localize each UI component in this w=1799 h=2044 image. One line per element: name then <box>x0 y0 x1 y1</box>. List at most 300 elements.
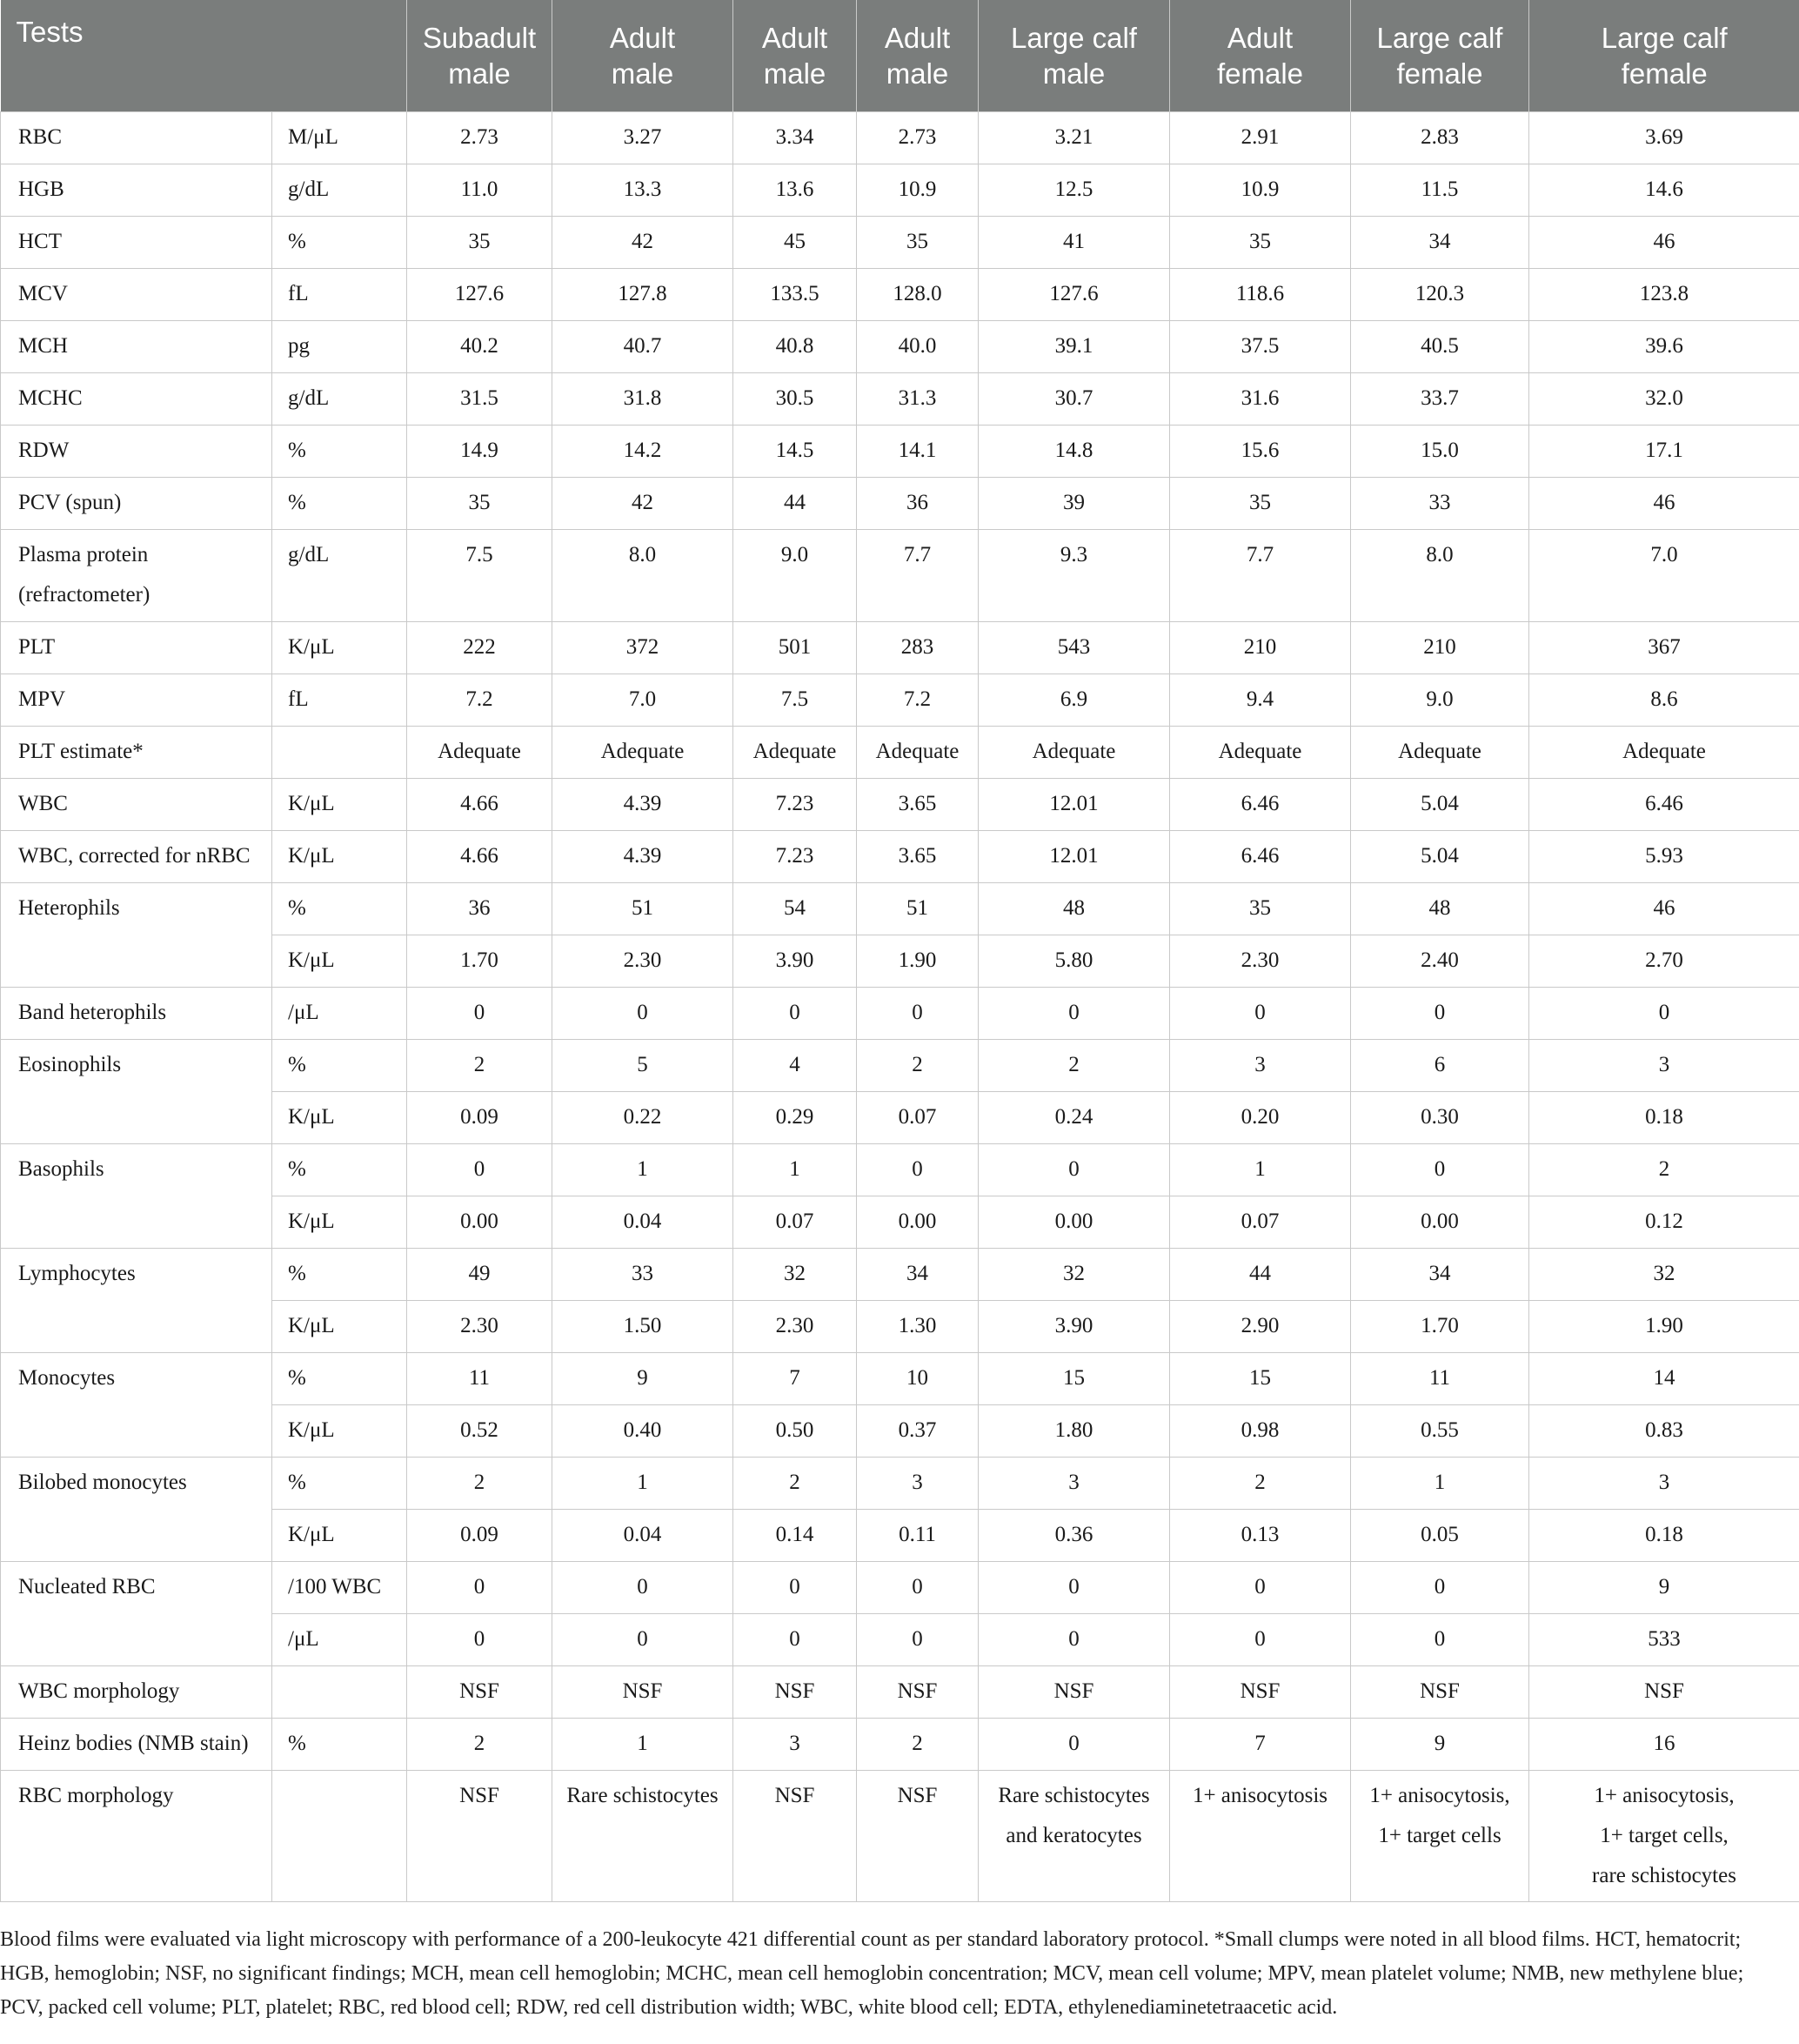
value-cell: 33.7 <box>1351 373 1529 426</box>
value-cell: 222 <box>407 622 552 674</box>
value-cell: 40.7 <box>552 321 733 373</box>
value-cell: 0 <box>552 1614 733 1666</box>
value-cell: 0.98 <box>1170 1405 1351 1458</box>
value-cell: 33 <box>552 1249 733 1301</box>
value-cell: 0 <box>857 1144 979 1196</box>
table-row <box>1 1353 1799 1405</box>
value-cell: 0.09 <box>407 1092 552 1144</box>
value-cell: 15.0 <box>1351 426 1529 478</box>
table-row <box>1 1040 1799 1092</box>
value-cell: 1.90 <box>857 935 979 988</box>
test-name-cell: PCV (spun) <box>1 478 272 530</box>
value-cell: 39.6 <box>1529 321 1799 373</box>
value-cell: 9.3 <box>979 530 1170 622</box>
value-cell: 3.90 <box>733 935 857 988</box>
value-cell: 36 <box>857 478 979 530</box>
value-cell <box>552 1771 733 1902</box>
value-cell: 9 <box>552 1353 733 1405</box>
value-cell: 0.13 <box>1170 1510 1351 1562</box>
value-cell: 5.93 <box>1529 831 1799 883</box>
value-cell: 10.9 <box>857 164 979 217</box>
value-cell: 1.30 <box>857 1301 979 1353</box>
value-cell <box>1170 1771 1351 1902</box>
table-row <box>1 1666 1799 1719</box>
value-cell: 1 <box>733 1144 857 1196</box>
value-cell: 0 <box>407 1144 552 1196</box>
value-cell: 11 <box>407 1353 552 1405</box>
value-cell: Adequate <box>1351 727 1529 779</box>
value-cell: 2 <box>407 1719 552 1771</box>
table-row <box>1 779 1799 831</box>
value-cell: 40.2 <box>407 321 552 373</box>
value-cell: 501 <box>733 622 857 674</box>
value-cell: 0.55 <box>1351 1405 1529 1458</box>
unit-cell: K/μL <box>272 1196 407 1249</box>
value-cell: 41 <box>979 217 1170 269</box>
unit-cell: g/dL <box>272 373 407 426</box>
header-line: female <box>1621 57 1708 90</box>
value-cell: Adequate <box>979 727 1170 779</box>
value-cell: 7.7 <box>1170 530 1351 622</box>
test-name-cell: RDW <box>1 426 272 478</box>
value-cell <box>1529 1771 1799 1902</box>
value-cell: 0.07 <box>857 1092 979 1144</box>
value-cell: 3.65 <box>857 779 979 831</box>
value-line: 1+ target cells, <box>1600 1824 1729 1847</box>
value-cell: 3.27 <box>552 112 733 164</box>
value-cell: NSF <box>552 1666 733 1719</box>
unit-cell: % <box>272 1040 407 1092</box>
header-line: male <box>763 57 826 90</box>
value-cell: 0 <box>979 1144 1170 1196</box>
value-cell: 33 <box>1351 478 1529 530</box>
header-tests: Tests <box>1 0 407 112</box>
value-cell: 32 <box>979 1249 1170 1301</box>
header-line: Large calf <box>1376 22 1503 54</box>
header-line: male <box>1042 57 1106 90</box>
value-cell: 367 <box>1529 622 1799 674</box>
table-row <box>1 164 1799 217</box>
value-cell: 0.07 <box>733 1196 857 1249</box>
value-cell: 2.73 <box>857 112 979 164</box>
unit-cell: % <box>272 217 407 269</box>
test-name-cell: HGB <box>1 164 272 217</box>
value-cell: 7.5 <box>407 530 552 622</box>
value-cell: 9 <box>1529 1562 1799 1614</box>
value-cell: 14.6 <box>1529 164 1799 217</box>
value-cell: 31.8 <box>552 373 733 426</box>
unit-cell <box>272 1666 407 1719</box>
value-cell: Adequate <box>552 727 733 779</box>
test-name-cell: MPV <box>1 674 272 727</box>
header-line: Adult <box>884 22 951 54</box>
table-footnote: Blood films were evaluated via light microscopy with performance of a 200-leukocyte 421 differential count as per standard laboratory protocol. *Small clumps were noted in all blood films. HCT, hematocrit; HGB, hemoglobin; NSF, no significant findings; MCH, mean cell hemoglobin; MCHC, mean cell hemoglobin concentration; MCV, mean cell volume; MPV, mean platelet volume; NMB, new methylene blue; PCV, packed cell volume; PLT, platelet; RBC, red blood cell; RDW, red cell distribution width; WBC, white blood cell; EDTA, ethylenediaminetetraacetic acid. <box>0 1928 1744 2019</box>
value-cell: 46 <box>1529 217 1799 269</box>
value-cell: 7.0 <box>552 674 733 727</box>
test-name-cell: MCHC <box>1 373 272 426</box>
unit-cell: K/μL <box>272 935 407 988</box>
value-cell: 40.8 <box>733 321 857 373</box>
value-cell: 5.04 <box>1351 831 1529 883</box>
value-cell: 0.52 <box>407 1405 552 1458</box>
value-cell: 120.3 <box>1351 269 1529 321</box>
value-cell: 32 <box>1529 1249 1799 1301</box>
unit-cell: % <box>272 1719 407 1771</box>
value-cell: 4 <box>733 1040 857 1092</box>
value-cell: 40.5 <box>1351 321 1529 373</box>
value-cell: 30.5 <box>733 373 857 426</box>
value-cell: NSF <box>857 1666 979 1719</box>
value-cell: 10.9 <box>1170 164 1351 217</box>
value-cell: 6 <box>1351 1040 1529 1092</box>
value-cell: 2.73 <box>407 112 552 164</box>
value-cell: 13.6 <box>733 164 857 217</box>
value-cell: 7.0 <box>1529 530 1799 622</box>
header-column <box>857 0 979 112</box>
value-cell: 0 <box>407 1614 552 1666</box>
value-cell: 8.0 <box>552 530 733 622</box>
value-cell: 35 <box>1170 217 1351 269</box>
header-line: female <box>1216 57 1304 90</box>
value-line: Rare schistocytes <box>566 1784 719 1807</box>
value-cell: 2 <box>1170 1458 1351 1510</box>
test-name-cell: PLT estimate* <box>1 727 272 779</box>
table-row <box>1 373 1799 426</box>
unit-cell: g/dL <box>272 530 407 622</box>
test-name-cell: RBC morphology <box>1 1771 272 1902</box>
unit-cell: fL <box>272 269 407 321</box>
table-row <box>1 1771 1799 1902</box>
value-cell: 0.36 <box>979 1510 1170 1562</box>
value-cell: 0 <box>1170 988 1351 1040</box>
value-cell: 3 <box>733 1719 857 1771</box>
value-cell: 0.22 <box>552 1092 733 1144</box>
unit-cell: % <box>272 478 407 530</box>
value-cell: 49 <box>407 1249 552 1301</box>
value-cell: 9.0 <box>733 530 857 622</box>
value-cell: 0.24 <box>979 1092 1170 1144</box>
test-name-cell: WBC, corrected for nRBC <box>1 831 272 883</box>
value-cell: 9.4 <box>1170 674 1351 727</box>
header-line: Adult <box>609 22 676 54</box>
value-cell: 15 <box>1170 1353 1351 1405</box>
value-cell: 0.00 <box>857 1196 979 1249</box>
value-cell: 7.7 <box>857 530 979 622</box>
value-cell: 2 <box>407 1040 552 1092</box>
value-cell: 7.2 <box>857 674 979 727</box>
value-cell: 12.5 <box>979 164 1170 217</box>
value-cell: 7.23 <box>733 831 857 883</box>
value-cell <box>407 1771 552 1902</box>
value-cell: 6.46 <box>1170 779 1351 831</box>
value-cell: 12.01 <box>979 831 1170 883</box>
value-cell: 533 <box>1529 1614 1799 1666</box>
value-cell: 1 <box>1351 1458 1529 1510</box>
value-cell: 12.01 <box>979 779 1170 831</box>
header-column <box>407 0 552 112</box>
value-cell: 48 <box>1351 883 1529 935</box>
value-cell: 3 <box>857 1458 979 1510</box>
value-cell: 46 <box>1529 883 1799 935</box>
value-cell: 45 <box>733 217 857 269</box>
unit-cell: % <box>272 1458 407 1510</box>
value-cell: 0 <box>733 988 857 1040</box>
value-cell: 9.0 <box>1351 674 1529 727</box>
value-cell <box>857 1771 979 1902</box>
test-name-cell <box>1 530 272 622</box>
value-line: and keratocytes <box>1006 1824 1142 1847</box>
value-cell: NSF <box>1170 1666 1351 1719</box>
value-cell: 5.80 <box>979 935 1170 988</box>
value-cell: 32.0 <box>1529 373 1799 426</box>
value-cell <box>979 1771 1170 1902</box>
unit-cell: % <box>272 1249 407 1301</box>
table-row <box>1 478 1799 530</box>
value-cell: NSF <box>1351 1666 1529 1719</box>
table-row <box>1 1719 1799 1771</box>
value-cell: 0 <box>1170 1562 1351 1614</box>
test-name-cell: HCT <box>1 217 272 269</box>
value-cell: NSF <box>407 1666 552 1719</box>
table-row <box>1 426 1799 478</box>
value-cell: 133.5 <box>733 269 857 321</box>
test-name-cell: Lymphocytes <box>1 1249 272 1353</box>
value-cell: 5.04 <box>1351 779 1529 831</box>
value-cell: 13.3 <box>552 164 733 217</box>
value-cell: 14.9 <box>407 426 552 478</box>
value-cell: 0.07 <box>1170 1196 1351 1249</box>
value-cell: 0.37 <box>857 1405 979 1458</box>
value-cell: 0.11 <box>857 1510 979 1562</box>
value-cell: NSF <box>1529 1666 1799 1719</box>
value-cell: 6.46 <box>1529 779 1799 831</box>
value-cell: 36 <box>407 883 552 935</box>
table-row <box>1 674 1799 727</box>
value-cell: 2.91 <box>1170 112 1351 164</box>
value-cell: 0 <box>733 1614 857 1666</box>
table-row <box>1 883 1799 935</box>
unit-cell: K/μL <box>272 622 407 674</box>
value-cell: 10 <box>857 1353 979 1405</box>
value-cell: 44 <box>733 478 857 530</box>
value-cell: 14.2 <box>552 426 733 478</box>
value-cell: 2 <box>1529 1144 1799 1196</box>
value-cell: 0 <box>1351 1144 1529 1196</box>
table-row <box>1 530 1799 622</box>
test-name-cell: Basophils <box>1 1144 272 1249</box>
value-line: NSF <box>459 1784 499 1807</box>
test-name-cell: Nucleated RBC <box>1 1562 272 1666</box>
value-cell: 3.65 <box>857 831 979 883</box>
header-line: Large calf <box>1011 22 1137 54</box>
header-line: Subadult <box>422 22 537 54</box>
value-cell: 0 <box>1351 1562 1529 1614</box>
value-cell: 9 <box>1351 1719 1529 1771</box>
value-cell: 0.83 <box>1529 1405 1799 1458</box>
value-cell: 0.18 <box>1529 1092 1799 1144</box>
value-cell: 2 <box>733 1458 857 1510</box>
table-row <box>1 1562 1799 1614</box>
value-cell: 11.5 <box>1351 164 1529 217</box>
unit-cell: K/μL <box>272 1301 407 1353</box>
value-cell: 17.1 <box>1529 426 1799 478</box>
value-cell: 11 <box>1351 1353 1529 1405</box>
value-cell: 7 <box>1170 1719 1351 1771</box>
value-cell: 35 <box>1170 478 1351 530</box>
value-cell: 42 <box>552 217 733 269</box>
value-cell: 32 <box>733 1249 857 1301</box>
value-cell: 0.09 <box>407 1510 552 1562</box>
value-cell: Adequate <box>857 727 979 779</box>
table-row <box>1 1249 1799 1301</box>
value-cell: 4.66 <box>407 779 552 831</box>
value-cell: 3 <box>1529 1040 1799 1092</box>
value-cell: 0 <box>979 988 1170 1040</box>
unit-cell: % <box>272 883 407 935</box>
unit-cell: g/dL <box>272 164 407 217</box>
value-cell: 127.6 <box>979 269 1170 321</box>
table-row <box>1 622 1799 674</box>
value-cell: 4.39 <box>552 831 733 883</box>
value-cell: NSF <box>733 1666 857 1719</box>
value-cell: 127.6 <box>407 269 552 321</box>
unit-cell: % <box>272 1353 407 1405</box>
value-cell: 39.1 <box>979 321 1170 373</box>
value-cell: 8.0 <box>1351 530 1529 622</box>
value-cell: 54 <box>733 883 857 935</box>
value-cell: 51 <box>857 883 979 935</box>
test-name-cell: Monocytes <box>1 1353 272 1458</box>
value-cell: 0 <box>407 988 552 1040</box>
unit-cell <box>272 1771 407 1902</box>
value-cell: 0 <box>979 1719 1170 1771</box>
unit-cell: K/μL <box>272 1510 407 1562</box>
value-cell: 3.21 <box>979 112 1170 164</box>
header-column <box>1170 0 1351 112</box>
unit-cell: M/μL <box>272 112 407 164</box>
value-line: 1+ anisocytosis <box>1192 1784 1328 1807</box>
value-line: NSF <box>897 1784 938 1807</box>
test-name-cell: WBC <box>1 779 272 831</box>
value-cell: 1 <box>552 1144 733 1196</box>
table-row <box>1 727 1799 779</box>
value-cell: 0 <box>857 988 979 1040</box>
value-cell: 127.8 <box>552 269 733 321</box>
value-line: 1+ anisocytosis, <box>1369 1784 1510 1807</box>
value-cell: 30.7 <box>979 373 1170 426</box>
table-row <box>1 831 1799 883</box>
value-cell: 35 <box>407 217 552 269</box>
table-row <box>1 112 1799 164</box>
value-cell: 2.30 <box>407 1301 552 1353</box>
header-column <box>552 0 733 112</box>
unit-cell: /μL <box>272 1614 407 1666</box>
value-cell: 128.0 <box>857 269 979 321</box>
value-cell: 123.8 <box>1529 269 1799 321</box>
table-header <box>1 0 1799 112</box>
value-cell: 34 <box>1351 1249 1529 1301</box>
value-cell: 35 <box>407 478 552 530</box>
value-cell: 0.14 <box>733 1510 857 1562</box>
header-line: Adult <box>761 22 828 54</box>
value-cell: 40.0 <box>857 321 979 373</box>
test-name-cell: Band heterophils <box>1 988 272 1040</box>
value-cell: 37.5 <box>1170 321 1351 373</box>
value-cell: 0 <box>1351 988 1529 1040</box>
value-cell: 15.6 <box>1170 426 1351 478</box>
test-name-cell: Heterophils <box>1 883 272 988</box>
header-line: male <box>448 57 511 90</box>
value-line: 1+ target cells <box>1378 1824 1501 1847</box>
table-row <box>1 321 1799 373</box>
table-row <box>1 988 1799 1040</box>
test-name-cell: PLT <box>1 622 272 674</box>
value-cell: 0.40 <box>552 1405 733 1458</box>
value-cell: 3 <box>1529 1458 1799 1510</box>
value-cell: 44 <box>1170 1249 1351 1301</box>
table-row <box>1 1144 1799 1196</box>
unit-cell: pg <box>272 321 407 373</box>
table-row <box>1 217 1799 269</box>
value-cell: 3.34 <box>733 112 857 164</box>
value-cell: 283 <box>857 622 979 674</box>
unit-cell: /μL <box>272 988 407 1040</box>
table-body <box>1 112 1799 1902</box>
value-cell: 31.5 <box>407 373 552 426</box>
value-cell: 0.12 <box>1529 1196 1799 1249</box>
value-cell: 0.00 <box>407 1196 552 1249</box>
value-cell: 2.90 <box>1170 1301 1351 1353</box>
value-cell: 7.2 <box>407 674 552 727</box>
value-cell: 3.90 <box>979 1301 1170 1353</box>
header-line: female <box>1396 57 1483 90</box>
value-cell: 16 <box>1529 1719 1799 1771</box>
value-cell: 31.6 <box>1170 373 1351 426</box>
value-cell: 0.50 <box>733 1405 857 1458</box>
test-name-cell: WBC morphology <box>1 1666 272 1719</box>
value-cell: 0 <box>857 1614 979 1666</box>
value-cell: 3.69 <box>1529 112 1799 164</box>
value-cell: 543 <box>979 622 1170 674</box>
unit-cell: % <box>272 1144 407 1196</box>
value-cell: 35 <box>857 217 979 269</box>
value-cell: 15 <box>979 1353 1170 1405</box>
value-cell: 0 <box>552 1562 733 1614</box>
value-cell: 2.70 <box>1529 935 1799 988</box>
value-cell: 2.83 <box>1351 112 1529 164</box>
value-cell: 0.29 <box>733 1092 857 1144</box>
value-cell: 2 <box>857 1719 979 1771</box>
header-column <box>733 0 857 112</box>
value-cell: 1.80 <box>979 1405 1170 1458</box>
value-cell: 2.30 <box>1170 935 1351 988</box>
test-name-cell: MCH <box>1 321 272 373</box>
value-cell: 0.04 <box>552 1196 733 1249</box>
value-cell: 14.8 <box>979 426 1170 478</box>
value-cell: NSF <box>979 1666 1170 1719</box>
table-row <box>1 269 1799 321</box>
value-cell: 39 <box>979 478 1170 530</box>
value-cell: 0 <box>1529 988 1799 1040</box>
unit-cell: K/μL <box>272 1405 407 1458</box>
value-cell: 35 <box>1170 883 1351 935</box>
value-cell: 6.46 <box>1170 831 1351 883</box>
value-line: NSF <box>774 1784 815 1807</box>
value-cell: 2.30 <box>733 1301 857 1353</box>
value-line: rare schistocytes <box>1592 1864 1736 1887</box>
value-cell: 0.30 <box>1351 1092 1529 1144</box>
value-cell: 14.5 <box>733 426 857 478</box>
